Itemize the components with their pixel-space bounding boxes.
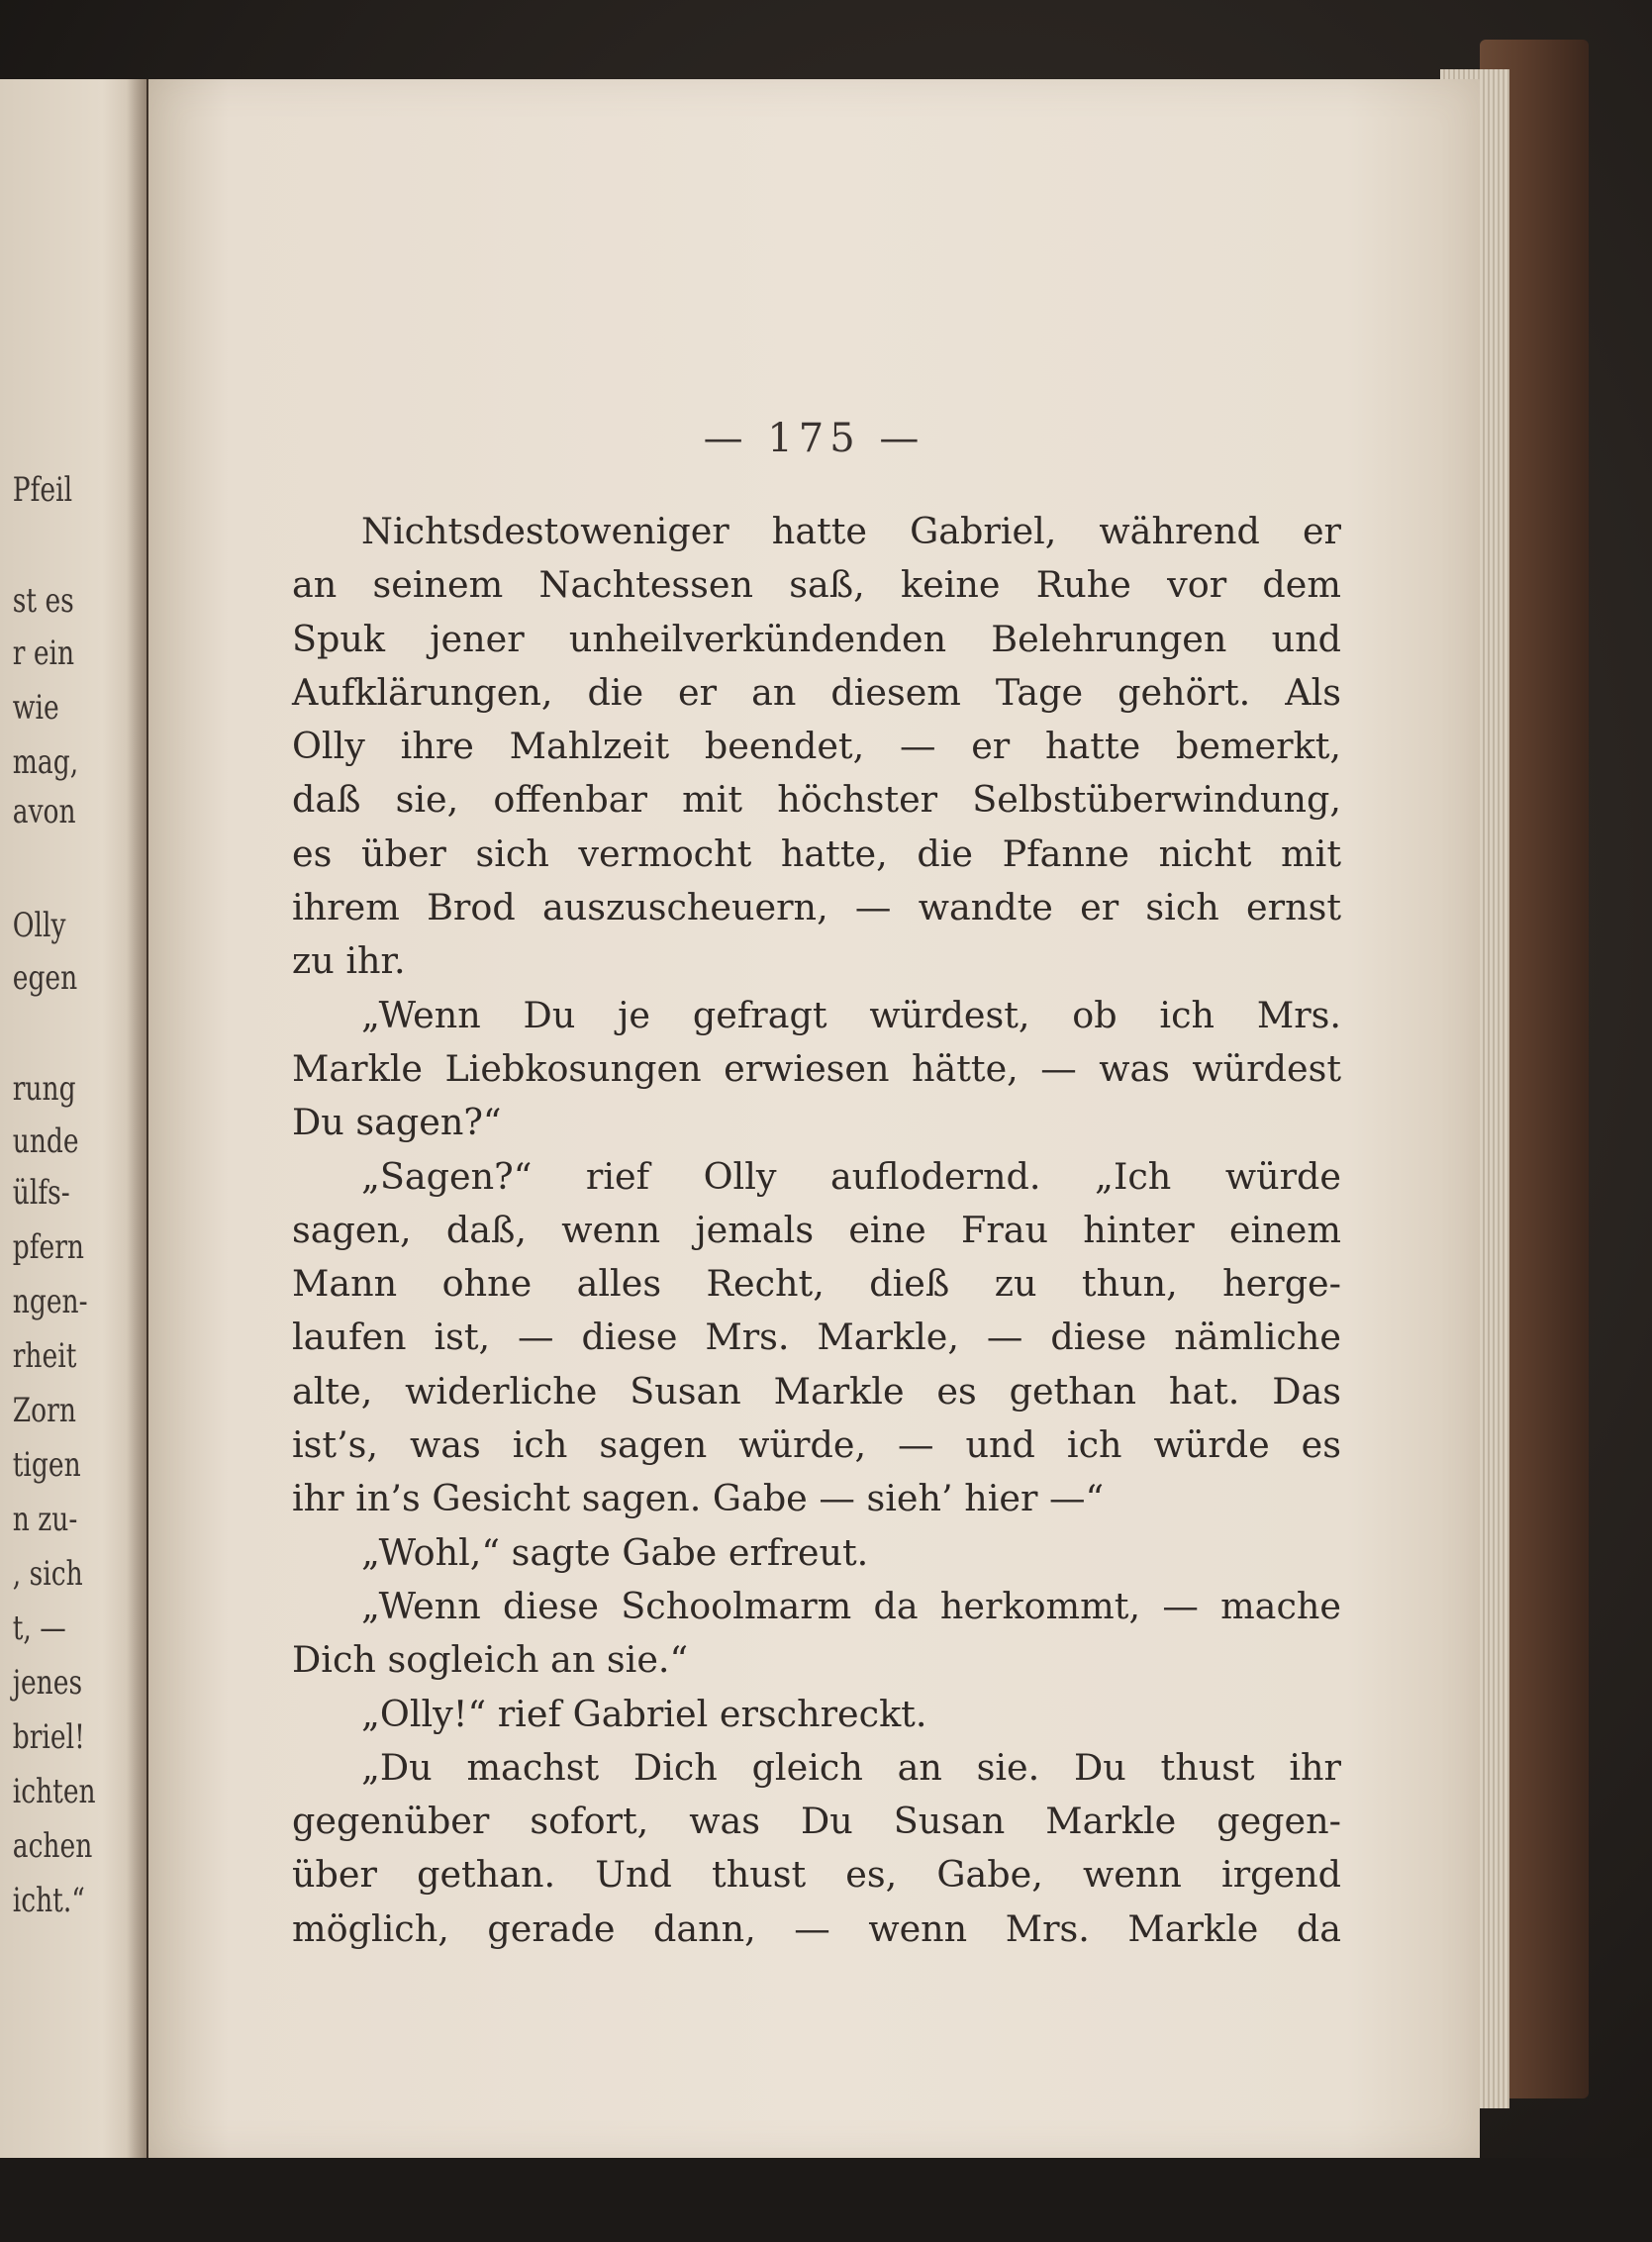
- left-page-fragment: wie: [12, 688, 59, 728]
- left-page-fragment: unde: [12, 1121, 79, 1161]
- left-page-fragment: mag,: [12, 742, 79, 782]
- left-page-fragment: rung: [12, 1069, 76, 1109]
- left-page-fragment: rheit: [12, 1336, 77, 1376]
- text-line: Spuk jener unheilverkündenden Belehrungen und: [292, 617, 1341, 660]
- text-line: sagen, daß, wenn jemals eine Frau hinter einem: [292, 1208, 1341, 1251]
- text-line: „Wohl,“ sagte Gabe erfreut.: [361, 1530, 869, 1574]
- left-page-fragment: r ein: [12, 634, 75, 673]
- left-page-fragment: Zorn: [12, 1391, 76, 1430]
- text-line: Nichtsdestoweniger hatte Gabriel, während er: [361, 510, 1341, 552]
- page-number: — 175 —: [703, 416, 925, 461]
- text-line: es über sich vermocht hatte, die Pfanne nicht mit: [292, 831, 1341, 875]
- left-page-fragment: Pfeil: [12, 470, 73, 510]
- left-page-fragment: , sich: [12, 1554, 83, 1594]
- text-line: über gethan. Und thust es, Gabe, wenn irgend: [292, 1853, 1341, 1897]
- left-page-fragment: Olly: [12, 906, 66, 945]
- left-page-fragment: ülfs-: [12, 1173, 70, 1213]
- body-text: [292, 505, 1341, 1956]
- left-page-fragment: st es: [12, 581, 74, 621]
- text-line: Dich sogleich an sie.“: [292, 1638, 689, 1682]
- text-line: ihr in’s Gesicht sagen. Gabe — sieh’ hier —“: [292, 1477, 1105, 1520]
- text-line: ist’s, was ich sagen würde, — und ich würde es: [292, 1423, 1341, 1467]
- left-page-fragment: pfern: [12, 1227, 85, 1267]
- text-line: an seinem Nachtessen saß, keine Ruhe vor dem: [292, 563, 1341, 607]
- left-page-fragment: avon: [12, 792, 76, 831]
- text-line: daß sie, offenbar mit höchster Selbstüberwindung,: [292, 778, 1341, 822]
- text-line: alte, widerliche Susan Markle es gethan hat. Das: [292, 1369, 1341, 1413]
- left-page-fragment: tigen: [12, 1445, 81, 1485]
- left-page-fragment: jenes: [12, 1663, 83, 1703]
- text-line: laufen ist, — diese Mrs. Markle, — diese nämliche: [292, 1316, 1341, 1359]
- left-page-fragment: egen: [12, 958, 78, 998]
- text-line: „Olly!“ rief Gabriel erschreckt.: [361, 1692, 927, 1735]
- text-line: „Sagen?“ rief Olly auflodernd. „Ich würde: [361, 1154, 1341, 1198]
- background-bottom: [0, 2158, 1652, 2242]
- left-page-fragment: n zu-: [12, 1500, 78, 1539]
- left-page-fragment: briel!: [12, 1717, 85, 1757]
- text-line: „Wenn diese Schoolmarm da herkommt, — mache: [361, 1584, 1341, 1627]
- left-page-fragment: ichten: [12, 1772, 96, 1811]
- text-line: Olly ihre Mahlzeit beendet, — er hatte bemerkt,: [292, 725, 1341, 768]
- text-line: gegenüber sofort, was Du Susan Markle gegen-: [292, 1800, 1341, 1843]
- text-line: ihrem Brod auszuscheuern, — wandte er sich ernst: [292, 886, 1341, 929]
- text-line: Aufklärungen, die er an diesem Tage gehört. Als: [292, 670, 1341, 714]
- left-page-fragment: achen: [12, 1826, 93, 1866]
- text-line: „Wenn Du je gefragt würdest, ob ich Mrs.: [361, 993, 1341, 1036]
- text-line: „Du machst Dich gleich an sie. Du thust ihr: [361, 1745, 1341, 1789]
- left-page-text: [0, 0, 146, 2242]
- left-page-fragment: ngen-: [12, 1282, 88, 1321]
- right-page: [148, 79, 1480, 2158]
- left-page-fragment: icht.“: [12, 1881, 85, 1920]
- text-line: Markle Liebkosungen erwiesen hätte, — was würdest: [292, 1046, 1341, 1090]
- text-line: Du sagen?“: [292, 1101, 502, 1144]
- text-line: möglich, gerade dann, — wenn Mrs. Markle da: [292, 1906, 1341, 1950]
- text-line: Mann ohne alles Recht, dieß zu thun, herge-: [292, 1262, 1341, 1306]
- text-line: zu ihr.: [292, 939, 406, 983]
- left-page-fragment: t, —: [12, 1608, 66, 1648]
